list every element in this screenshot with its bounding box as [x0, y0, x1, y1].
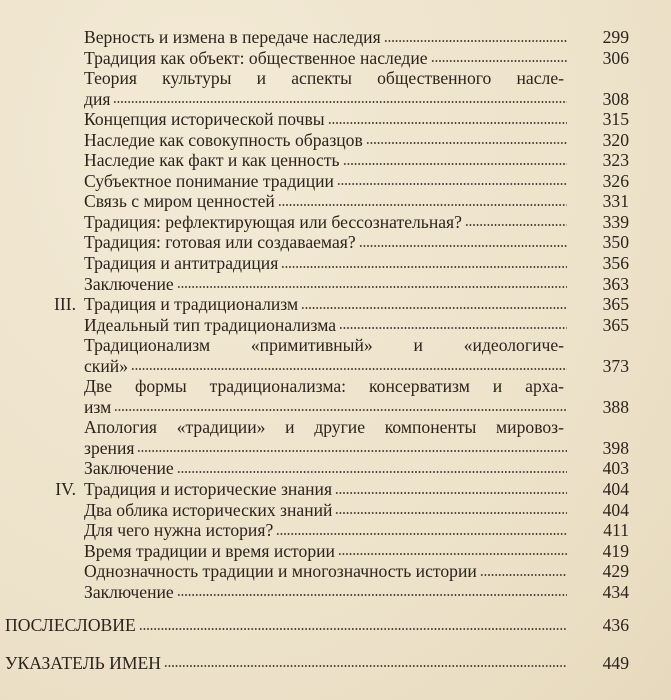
toc-entry-title[interactable] — [84, 479, 567, 500]
toc-entry-line[interactable] — [0, 356, 671, 377]
dot-leader — [139, 625, 567, 631]
dot-leader — [366, 139, 567, 145]
dot-leader — [335, 489, 567, 495]
entry-title-text: Время традиции и время истории — [84, 540, 335, 561]
toc-entry-title[interactable] — [84, 89, 567, 110]
page-number: 306 — [602, 47, 629, 68]
dot-leader — [335, 509, 567, 515]
toc-entry-line[interactable] — [0, 130, 671, 151]
toc-entry-line[interactable] — [0, 232, 671, 253]
toc-entry-title[interactable] — [84, 27, 567, 48]
page-number: 449 — [602, 652, 629, 673]
page-number: 320 — [602, 129, 629, 150]
page-number: 331 — [602, 191, 629, 212]
dot-leader — [339, 324, 567, 330]
toc-entry-line[interactable] — [0, 479, 671, 500]
table-of-contents — [0, 27, 671, 673]
page-number: 363 — [602, 273, 629, 294]
entry-title-text: Заключение — [84, 273, 174, 294]
toc-entry-line[interactable] — [0, 150, 671, 171]
toc-entry-title[interactable] — [84, 500, 567, 521]
entry-title-text: Однозначность традиции и многозначность истории — [84, 561, 477, 582]
toc-entry-title[interactable] — [84, 171, 567, 192]
toc-entry-line[interactable] — [0, 27, 671, 48]
toc-entry-title[interactable] — [84, 212, 567, 233]
spacer — [0, 636, 671, 653]
dot-leader — [281, 263, 567, 269]
entry-title-text: ский» — [84, 355, 128, 376]
dot-leader — [359, 242, 567, 248]
toc-entry-title[interactable] — [84, 438, 567, 459]
entry-title-text: УКАЗАТЕЛЬ ИМЕН — [5, 652, 161, 673]
entry-title-text: Идеальный тип традиционализма — [84, 314, 337, 335]
toc-entry-line[interactable] — [0, 212, 671, 233]
entry-title-text: дия — [84, 88, 111, 109]
entry-title-text: Апология «традиции» и другие компоненты мировоз- — [84, 417, 564, 438]
page-number: 403 — [602, 458, 629, 479]
toc-entry-line[interactable] — [0, 89, 671, 110]
dot-leader — [114, 406, 567, 412]
toc-entry-title[interactable] — [84, 561, 567, 582]
entry-title-text: Традиция: готовая или создаваемая? — [84, 232, 356, 253]
toc-entry-line[interactable] — [0, 253, 671, 274]
toc-entry-title[interactable] — [84, 397, 567, 418]
page-number: 373 — [602, 355, 629, 376]
dot-leader — [131, 365, 567, 371]
toc-entry-line[interactable] — [0, 417, 671, 438]
toc-entry-line[interactable] — [0, 541, 671, 562]
dot-leader — [177, 591, 567, 597]
toc-entry-title[interactable] — [5, 615, 567, 636]
dot-leader — [431, 57, 567, 63]
entry-title-text: изм — [84, 396, 112, 417]
toc-entry-line[interactable] — [0, 458, 671, 479]
spacer — [0, 602, 671, 615]
entry-title-text: Два облика исторических знаний — [84, 499, 333, 520]
page-number: 419 — [602, 540, 629, 561]
dot-leader — [164, 662, 567, 668]
toc-entry-title[interactable] — [84, 458, 567, 479]
dot-leader — [338, 550, 567, 556]
entry-title-text: Традиция и исторические знания — [84, 479, 333, 500]
toc-entry-line[interactable] — [0, 274, 671, 295]
entry-title-text: Две формы традиционализма: консерватизм и арха- — [84, 376, 564, 397]
toc-entry-line[interactable] — [0, 315, 671, 336]
entry-title-text: Верность и измена в передаче наследия — [84, 27, 381, 47]
entry-title-text: Традиция и традиционализм — [84, 294, 299, 315]
toc-entry-line[interactable] — [0, 191, 671, 212]
dot-leader — [343, 160, 567, 166]
dot-leader — [301, 304, 567, 310]
entry-title-text: Заключение — [84, 458, 174, 479]
toc-entry-title[interactable] — [5, 653, 567, 674]
entry-title-text: Субъектное понимание традиции — [84, 170, 334, 191]
chapter-number: III. — [54, 294, 76, 315]
toc-entry-line[interactable] — [0, 520, 671, 541]
page-number: 339 — [602, 211, 629, 232]
toc-entry-title[interactable] — [84, 253, 567, 274]
toc-entry-title[interactable] — [84, 582, 567, 603]
dot-leader — [177, 468, 567, 474]
entry-title-text: Традиционализм «примитивный» и «идеологиче- — [84, 335, 564, 356]
page-number: 411 — [603, 520, 629, 541]
page-number: 323 — [602, 150, 629, 171]
dot-leader — [337, 180, 567, 186]
dot-leader — [278, 201, 567, 207]
toc-entry-title[interactable] — [84, 520, 567, 541]
toc-entry-title[interactable] — [84, 191, 567, 212]
dot-leader — [276, 530, 567, 536]
page-number: 434 — [602, 581, 629, 602]
entry-title-text: Заключение — [84, 581, 174, 602]
toc-entry-line[interactable] — [0, 376, 671, 397]
page-number: 436 — [602, 615, 629, 636]
entry-title-text: ПОСЛЕСЛОВИЕ — [5, 615, 136, 636]
dot-leader — [177, 283, 567, 289]
page-number: 326 — [602, 170, 629, 191]
entry-title-text: Наследие как совокупность образцов — [84, 129, 363, 150]
entry-title-text: Концепция исторической почвы — [84, 109, 325, 130]
toc-entry-line[interactable] — [0, 438, 671, 459]
toc-entry-line[interactable] — [0, 397, 671, 418]
page-number: 315 — [602, 109, 629, 130]
dot-leader — [137, 447, 567, 453]
toc-entry-title[interactable] — [84, 315, 567, 336]
page-number: 429 — [602, 561, 629, 582]
entry-title-text: зрения — [84, 437, 135, 458]
toc-entry-title[interactable] — [84, 150, 567, 171]
page-number: 404 — [602, 499, 629, 520]
toc-entry-line[interactable] — [0, 48, 671, 69]
toc-entry-line[interactable] — [0, 294, 671, 315]
toc-entry-title[interactable] — [84, 274, 567, 295]
toc-entry-title[interactable] — [84, 541, 567, 562]
entry-title-text: Для чего нужна история? — [84, 520, 274, 541]
toc-entry-title[interactable] — [84, 417, 567, 438]
toc-entry-title[interactable] — [84, 294, 567, 315]
entry-title-text: Теория культуры и аспекты общественного насле- — [84, 68, 564, 89]
toc-entry-title[interactable] — [84, 356, 567, 377]
page-number: 365 — [602, 294, 629, 315]
toc-entry-title[interactable] — [84, 109, 567, 130]
page-number: 404 — [602, 479, 629, 500]
page-number: 356 — [602, 253, 629, 274]
toc-entry-title[interactable] — [84, 232, 567, 253]
toc-entry-line[interactable] — [0, 615, 671, 636]
page-number: 365 — [602, 314, 629, 335]
entry-title-text: Традиция: рефлектирующая или бессознательная? — [84, 211, 462, 232]
page-number: 299 — [602, 27, 629, 47]
dot-leader — [384, 37, 567, 43]
dot-leader — [480, 571, 567, 577]
toc-entry-line[interactable] — [0, 335, 671, 356]
toc-entry-line[interactable] — [0, 68, 671, 89]
toc-entry-title[interactable] — [84, 376, 567, 397]
toc-entry-line[interactable] — [0, 561, 671, 582]
entry-title-text: Связь с миром ценностей — [84, 191, 275, 212]
page-number: 388 — [602, 396, 629, 417]
page-number: 398 — [602, 437, 629, 458]
dot-leader — [465, 221, 567, 227]
toc-entry-line[interactable] — [0, 500, 671, 521]
entry-title-text: Традиция и антитрадиция — [84, 253, 279, 274]
dot-leader — [113, 98, 567, 104]
chapter-number: IV. — [55, 479, 76, 500]
entry-title-text: Наследие как факт и как ценность — [84, 150, 340, 171]
toc-entry-title[interactable] — [84, 68, 567, 89]
toc-entry-line[interactable] — [0, 653, 671, 674]
page-number: 350 — [602, 232, 629, 253]
toc-entry-line[interactable] — [0, 582, 671, 603]
dot-leader — [328, 119, 567, 125]
toc-entry-line[interactable] — [0, 171, 671, 192]
toc-entry-title[interactable] — [84, 335, 567, 356]
page-number: 308 — [602, 88, 629, 109]
entry-title-text: Традиция как объект: общественное наследие — [84, 47, 428, 68]
toc-entry-title[interactable] — [84, 48, 567, 69]
toc-entry-line[interactable] — [0, 109, 671, 130]
toc-entry-title[interactable] — [84, 130, 567, 151]
